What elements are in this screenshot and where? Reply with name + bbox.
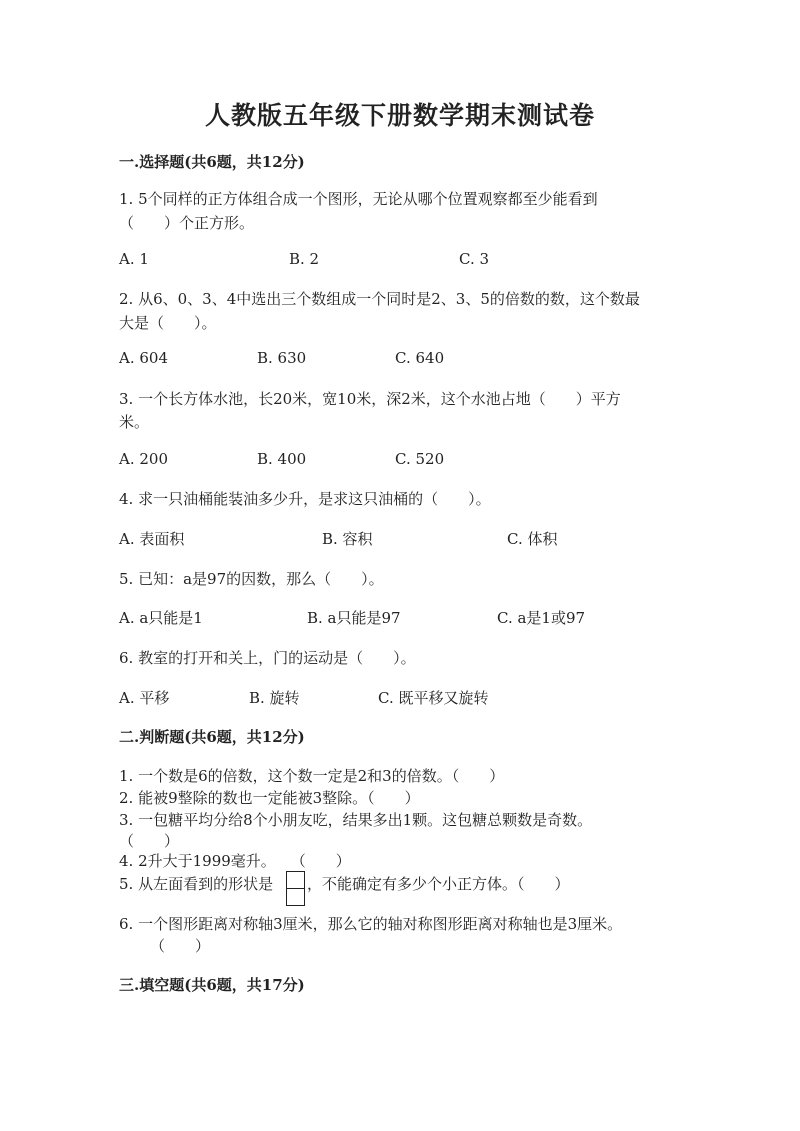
judgement-item-3-blank: （ ）: [119, 832, 180, 850]
question-5-line-1: 5. 已知：a是97的因数，那么（ ）。: [119, 570, 384, 588]
q1-option-a: A. 1: [119, 250, 149, 268]
judgement-item-1: 1. 一个数是6的倍数，这个数一定是2和3的倍数。（ ）: [119, 767, 505, 785]
shape-square-top: [287, 872, 304, 888]
q6-option-b: B. 旋转: [249, 689, 300, 707]
q5-option-a: A. a只能是1: [119, 609, 203, 627]
q6-option-a: A. 平移: [119, 689, 170, 707]
q1-option-c: C. 3: [459, 250, 490, 268]
q1-option-b: B. 2: [289, 250, 320, 268]
question-2-line-1: 2. 从6、0、3、4中选出三个数组成一个同时是2、3、5的倍数的数，这个数最: [119, 290, 640, 308]
judgement-item-5-start: 5. 从左面看到的形状是: [119, 875, 274, 893]
q5-option-b: B. a只能是97: [307, 609, 401, 627]
q6-option-c: C. 既平移又旋转: [378, 689, 489, 707]
q3-option-c: C. 520: [395, 450, 445, 468]
judgement-item-3: 3. 一包糖平均分给8个小朋友吃，结果多出1颗。这包糖总颗数是奇数。: [119, 811, 593, 829]
shape-square-bottom: [287, 888, 304, 905]
q2-option-c: C. 640: [395, 349, 445, 367]
section-heading-fill-in: 三.填空题(共6题，共17分): [119, 976, 305, 994]
question-1-line-2: （ ）个正方形。: [119, 214, 255, 232]
judgement-item-2: 2. 能被9整除的数也一定能被3整除。（ ）: [119, 789, 420, 807]
section-heading-choice: 一.选择题(共6题，共12分): [119, 153, 305, 171]
q4-option-c: C. 体积: [507, 530, 558, 548]
question-2-line-2: 大是（ ）。: [119, 314, 217, 332]
page-title: 人教版五年级下册数学期末测试卷: [204, 101, 595, 130]
q4-option-b: B. 容积: [322, 530, 373, 548]
judgement-item-4: 4. 2升大于1999毫升。 （ ）: [119, 852, 351, 870]
judgement-item-6: 6. 一个图形距离对称轴3厘米，那么它的轴对称图形距离对称轴也是3厘米。: [119, 915, 623, 933]
question-3-line-1: 3. 一个长方体水池，长20米，宽10米，深2米，这个水池占地（ ）平方: [119, 390, 621, 408]
question-6-line-1: 6. 教室的打开和关上，门的运动是（ ）。: [119, 649, 416, 667]
question-3-line-2: 米。: [119, 413, 150, 431]
question-1-line-1: 1. 5个同样的正方体组合成一个图形，无论从哪个位置观察都至少能看到: [119, 190, 598, 208]
q4-option-a: A. 表面积: [119, 530, 185, 548]
q3-option-b: B. 400: [257, 450, 307, 468]
left-view-shape: [286, 871, 305, 906]
section-heading-judgement: 二.判断题(共6题，共12分): [119, 728, 305, 746]
question-4-line-1: 4. 求一只油桶能装油多少升，是求这只油桶的（ ）。: [119, 490, 491, 508]
q2-option-b: B. 630: [257, 349, 307, 367]
q3-option-a: A. 200: [119, 450, 168, 468]
judgement-item-6-blank: （ ）: [150, 937, 211, 955]
q5-option-c: C. a是1或97: [497, 609, 586, 627]
judgement-item-5-end: ，不能确定有多少个小正方体。（ ）: [307, 875, 570, 893]
q2-option-a: A. 604: [119, 349, 168, 367]
